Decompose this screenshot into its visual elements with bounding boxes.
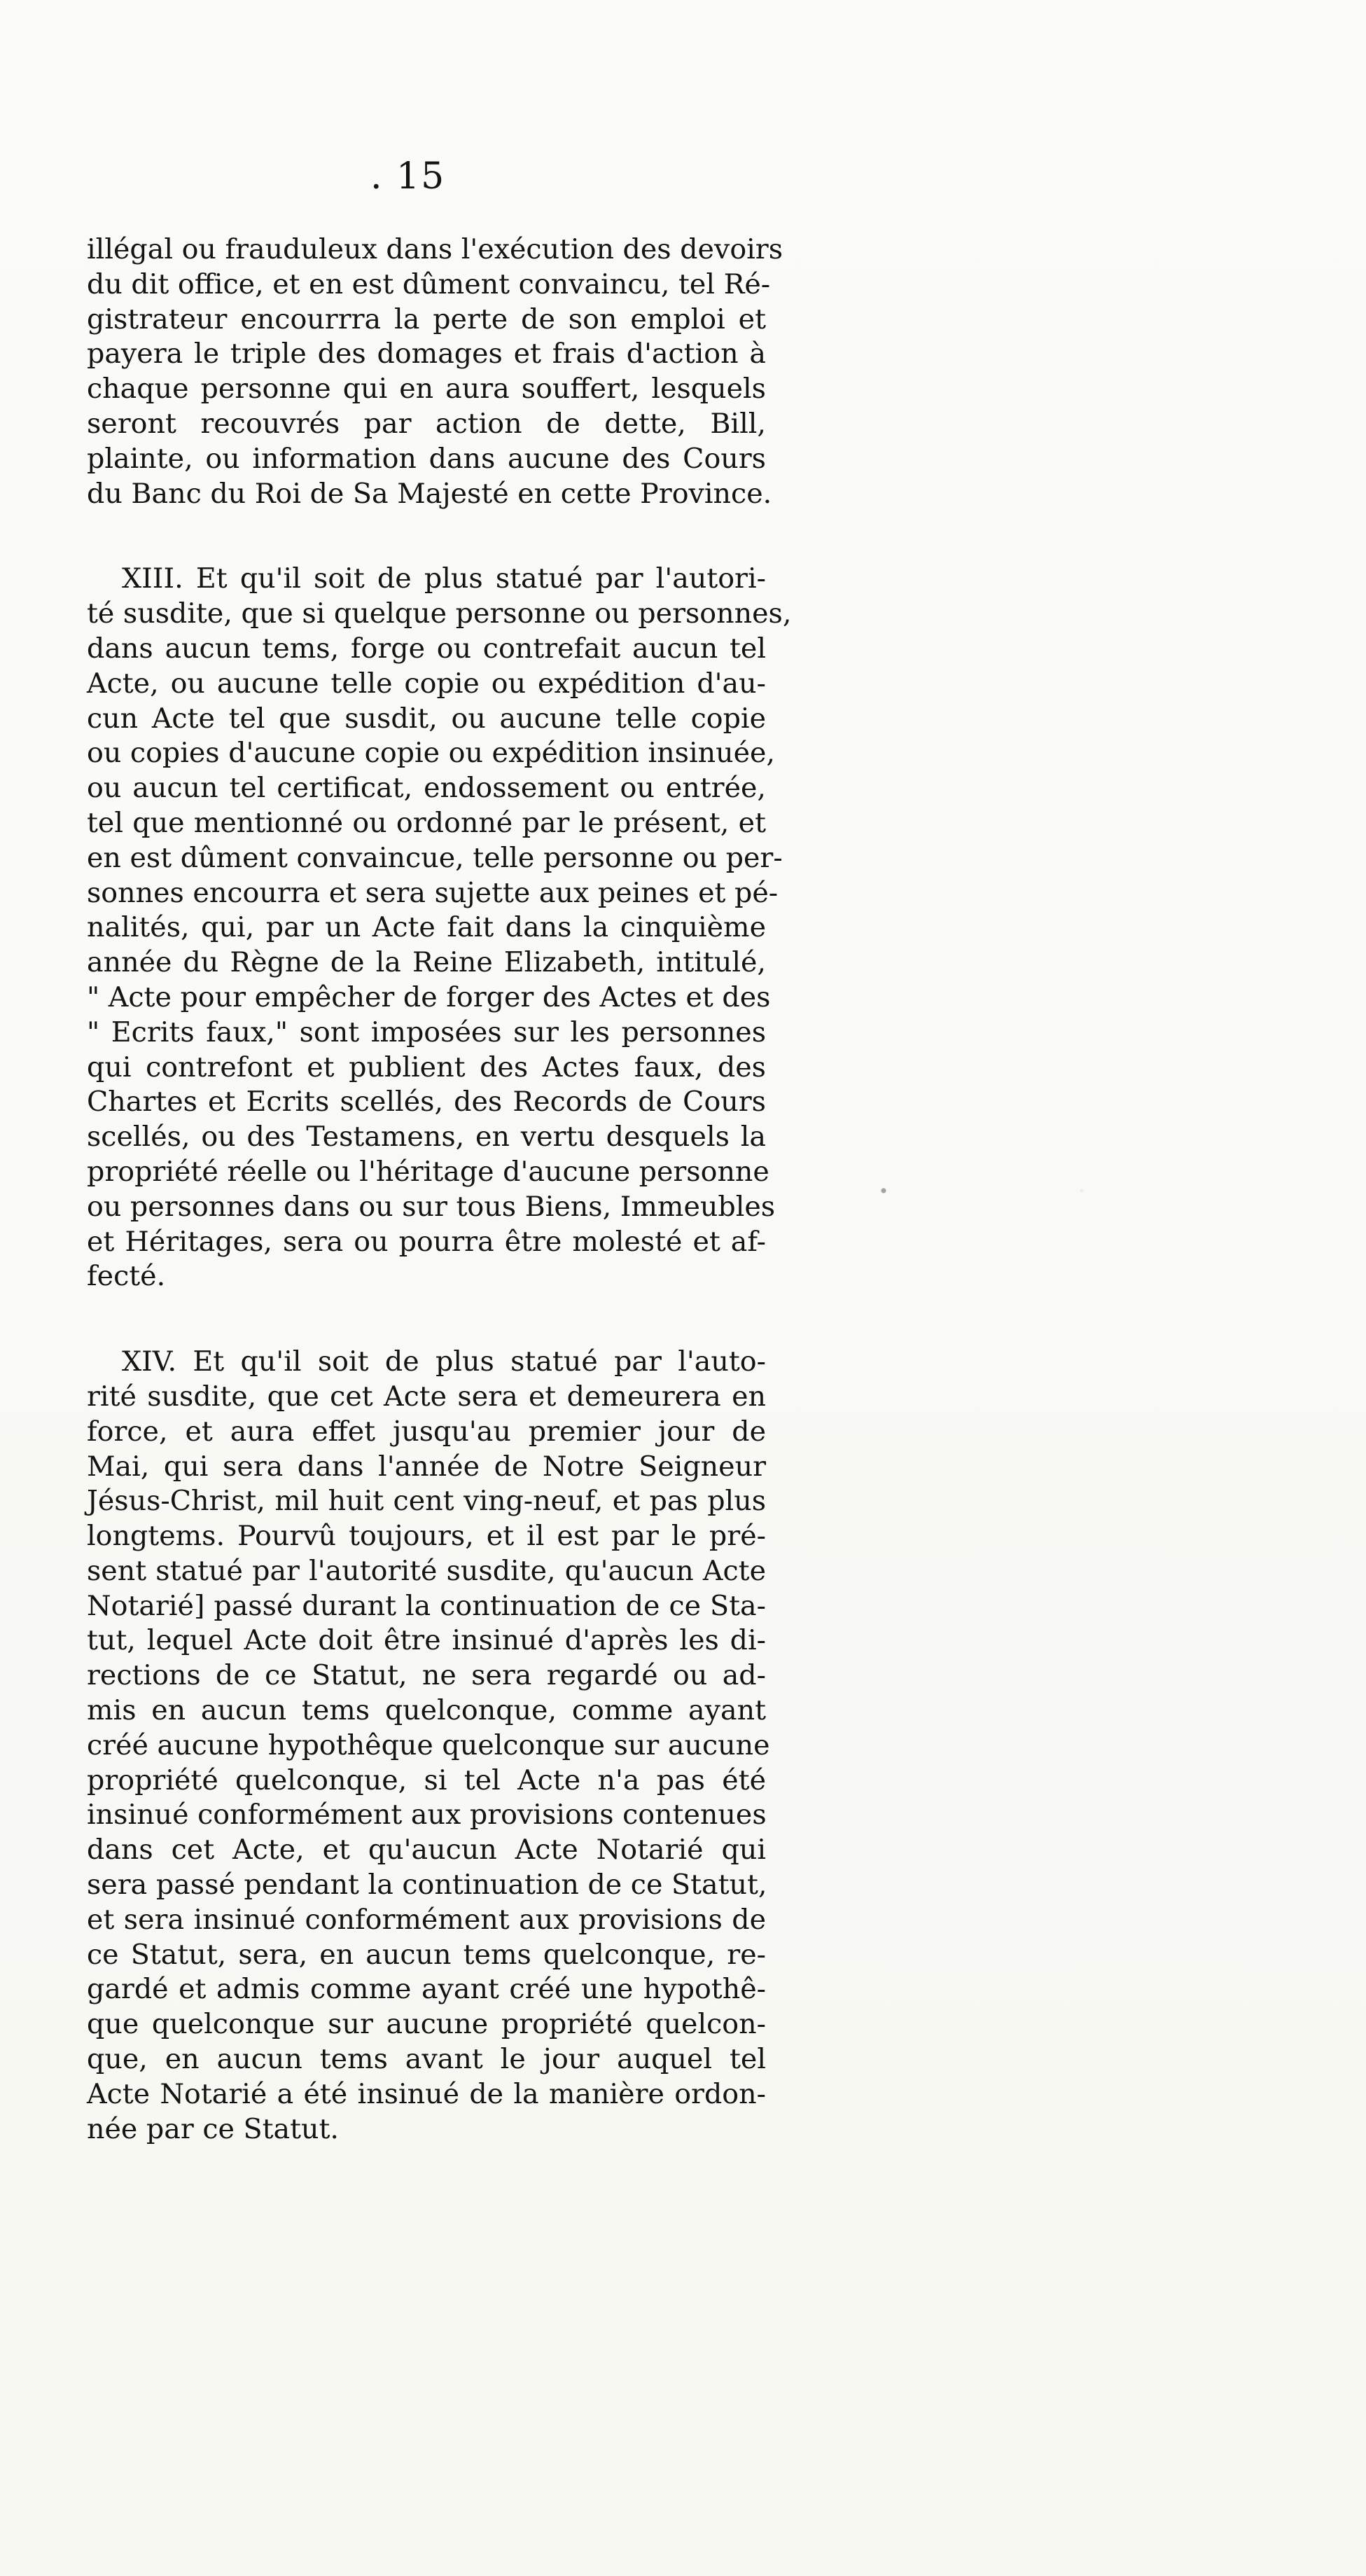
text-line: fecté. bbox=[87, 1260, 166, 1293]
text-line: force, et aura effet jusqu'au premier jour de bbox=[87, 1415, 766, 1448]
text-line: dans cet Acte, et qu'aucun Acte Notarié qui bbox=[87, 1834, 766, 1867]
text-line: ou copies d'aucune copie ou expédition insinuée, bbox=[87, 737, 776, 770]
text-line: sonnes encourra et sera sujette aux peines et pé- bbox=[87, 876, 779, 909]
text-line: mis en aucun tems quelconque, comme ayant bbox=[87, 1694, 766, 1727]
text-line: en est dûment convaincue, telle personne ou per- bbox=[87, 841, 783, 874]
text-line: illégal ou frauduleux dans l'exécution des devoirs bbox=[87, 233, 783, 265]
text-line: chaque personne qui en aura souffert, lesquels bbox=[87, 373, 766, 406]
text-line: té susdite, que si quelque personne ou personnes, bbox=[87, 597, 792, 630]
text-line: rité susdite, que cet Acte sera et demeurera en bbox=[87, 1380, 766, 1413]
text-line: propriété quelconque, si tel Acte n'a pas été bbox=[87, 1764, 766, 1796]
text-line: insinué conformément aux provisions contenues bbox=[87, 1799, 767, 1831]
text-line: tut, lequel Acte doit être insinué d'après les di- bbox=[87, 1624, 766, 1657]
paragraph-section-xiv bbox=[87, 1345, 770, 2147]
text-line: XIII. Et qu'il soit de plus statué par l'autori- bbox=[122, 562, 766, 595]
text-line: " Ecrits faux," sont imposées sur les personnes bbox=[87, 1016, 766, 1048]
text-line: du Banc du Roi de Sa Majesté en cette Province. bbox=[87, 477, 772, 510]
text-line: " Acte pour empêcher de forger des Actes et des bbox=[87, 981, 771, 1013]
text-line: tel que mentionné ou ordonné par le présent, et bbox=[87, 806, 766, 839]
text-line: Acte, ou aucune telle copie ou expédition d'au- bbox=[87, 667, 766, 700]
text-line: Jésus-Christ, mil huit cent ving-neuf, et pas plus bbox=[87, 1485, 766, 1518]
text-line: plainte, ou information dans aucune des Cours bbox=[87, 442, 766, 475]
text-line: scellés, ou des Testamens, en vertu desquels la bbox=[87, 1121, 766, 1154]
text-line: Mai, qui sera dans l'année de Notre Seigneur bbox=[87, 1450, 766, 1483]
text-line: ce Statut, sera, en aucun tems quelconque, re- bbox=[87, 1938, 766, 1971]
text-line: gardé et admis comme ayant créé une hypothê- bbox=[87, 1973, 766, 2006]
text-line: Acte Notarié a été insinué de la manière ordon- bbox=[87, 2077, 766, 2110]
text-line: Chartes et Ecrits scellés, des Records de Cours bbox=[87, 1086, 766, 1119]
text-line: longtems. Pourvû toujours, et il est par le pré- bbox=[87, 1520, 766, 1553]
statute-text bbox=[87, 233, 792, 2147]
text-line: dans aucun tems, forge ou contrefait aucun tel bbox=[87, 632, 766, 665]
text-line: cun Acte tel que susdit, ou aucune telle copie bbox=[87, 702, 766, 735]
text-line: sera passé pendant la continuation de ce Statut, bbox=[87, 1869, 767, 1902]
text-line: et Héritages, sera ou pourra être molesté et af- bbox=[87, 1225, 766, 1258]
text-line: gistrateur encourrra la perte de son emploi et bbox=[87, 303, 766, 335]
paragraph-section-xiii bbox=[87, 562, 792, 1294]
text-line: sent statué par l'autorité susdite, qu'aucun Acte bbox=[87, 1554, 766, 1587]
text-line: que quelconque sur aucune propriété quelcon- bbox=[87, 2008, 766, 2041]
text-line: rections de ce Statut, ne sera regardé ou ad- bbox=[87, 1659, 766, 1692]
text-line: que, en aucun tems avant le jour auquel tel bbox=[87, 2043, 766, 2076]
text-line: seront recouvrés par action de dette, Bill, bbox=[87, 407, 766, 440]
text-line: XIV. Et qu'il soit de plus statué par l'auto- bbox=[122, 1345, 766, 1378]
text-line: ou personnes dans ou sur tous Biens, Immeubles bbox=[87, 1190, 776, 1223]
text-line: du dit office, et en est dûment convaincu, tel Ré- bbox=[87, 268, 771, 300]
text-line: année du Règne de la Reine Elizabeth, intitulé, bbox=[87, 946, 766, 979]
text-line: ou aucun tel certificat, endossement ou entrée, bbox=[87, 772, 766, 805]
text-line: nalités, qui, par un Acte fait dans la cinquième bbox=[87, 911, 766, 944]
text-line: qui contrefont et publient des Actes faux, des bbox=[87, 1051, 766, 1083]
text-line: Notarié] passé durant la continuation de ce Sta- bbox=[87, 1589, 766, 1622]
page-number: . 15 bbox=[370, 155, 446, 198]
text-line: et sera insinué conformément aux provisions de bbox=[87, 1903, 766, 1936]
text-line: propriété réelle ou l'héritage d'aucune personne bbox=[87, 1155, 769, 1188]
text-line: créé aucune hypothêque quelconque sur aucune bbox=[87, 1729, 770, 1761]
text-line: payera le triple des domages et frais d'action à bbox=[87, 338, 766, 371]
text-line: née par ce Statut. bbox=[87, 2112, 340, 2145]
paragraph-continuation bbox=[87, 233, 783, 511]
